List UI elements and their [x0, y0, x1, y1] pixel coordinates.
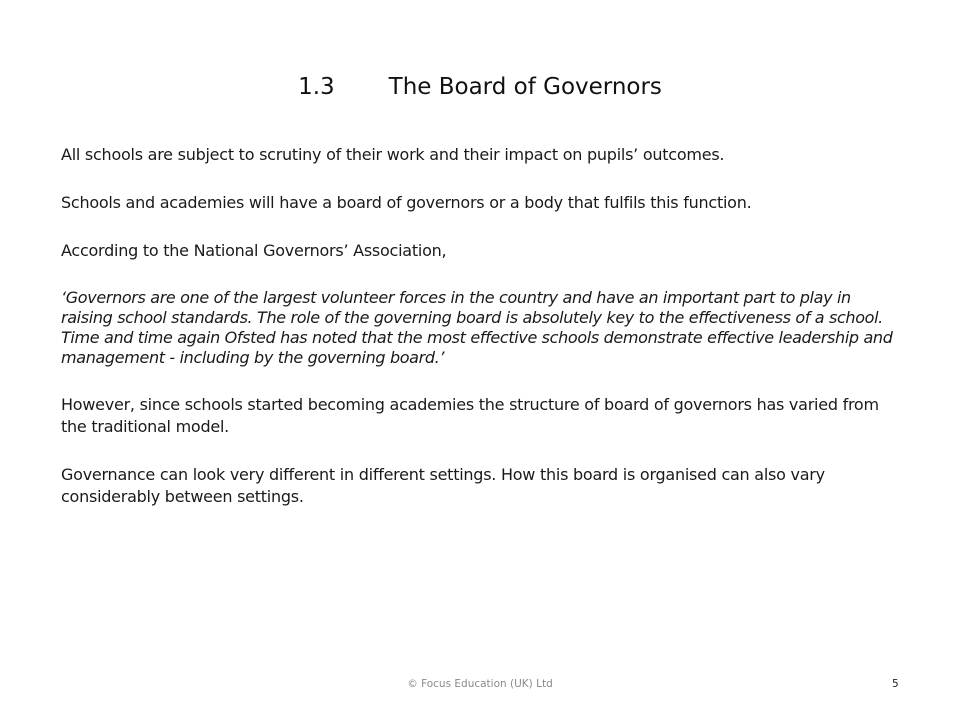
section-title: The Board of Governors: [388, 74, 662, 100]
paragraph-governance: Governance can look very different in different settings. How this board is organised can also vary considerably between settings.: [61, 465, 825, 506]
page-title: [0, 74, 960, 100]
section-number: 1.3: [298, 74, 335, 100]
nga-quote: ‘Governors are one of the largest volunteer forces in the country and have an important part to play in raising school standards. The role of the governing board is absolutely key to the effectiveness of a school. Time and time again Ofsted has noted that the most effective schools demonstrate effective leadership and management - including by the governing board.’: [61, 288, 893, 367]
paragraph-board: Schools and academies will have a board of governors or a body that fulfils this function.: [61, 193, 752, 212]
page-number: 5: [892, 678, 899, 690]
main-content: [61, 144, 901, 534]
paragraph-scrutiny: All schools are subject to scrutiny of their work and their impact on pupils’ outcomes.: [61, 145, 725, 164]
paragraph-nga-intro: According to the National Governors’ Association,: [61, 241, 447, 260]
footer-copyright: © Focus Education (UK) Ltd: [407, 678, 553, 690]
paragraph-academies: However, since schools started becoming academies the structure of board of governors has varied from the traditional model.: [61, 395, 879, 436]
